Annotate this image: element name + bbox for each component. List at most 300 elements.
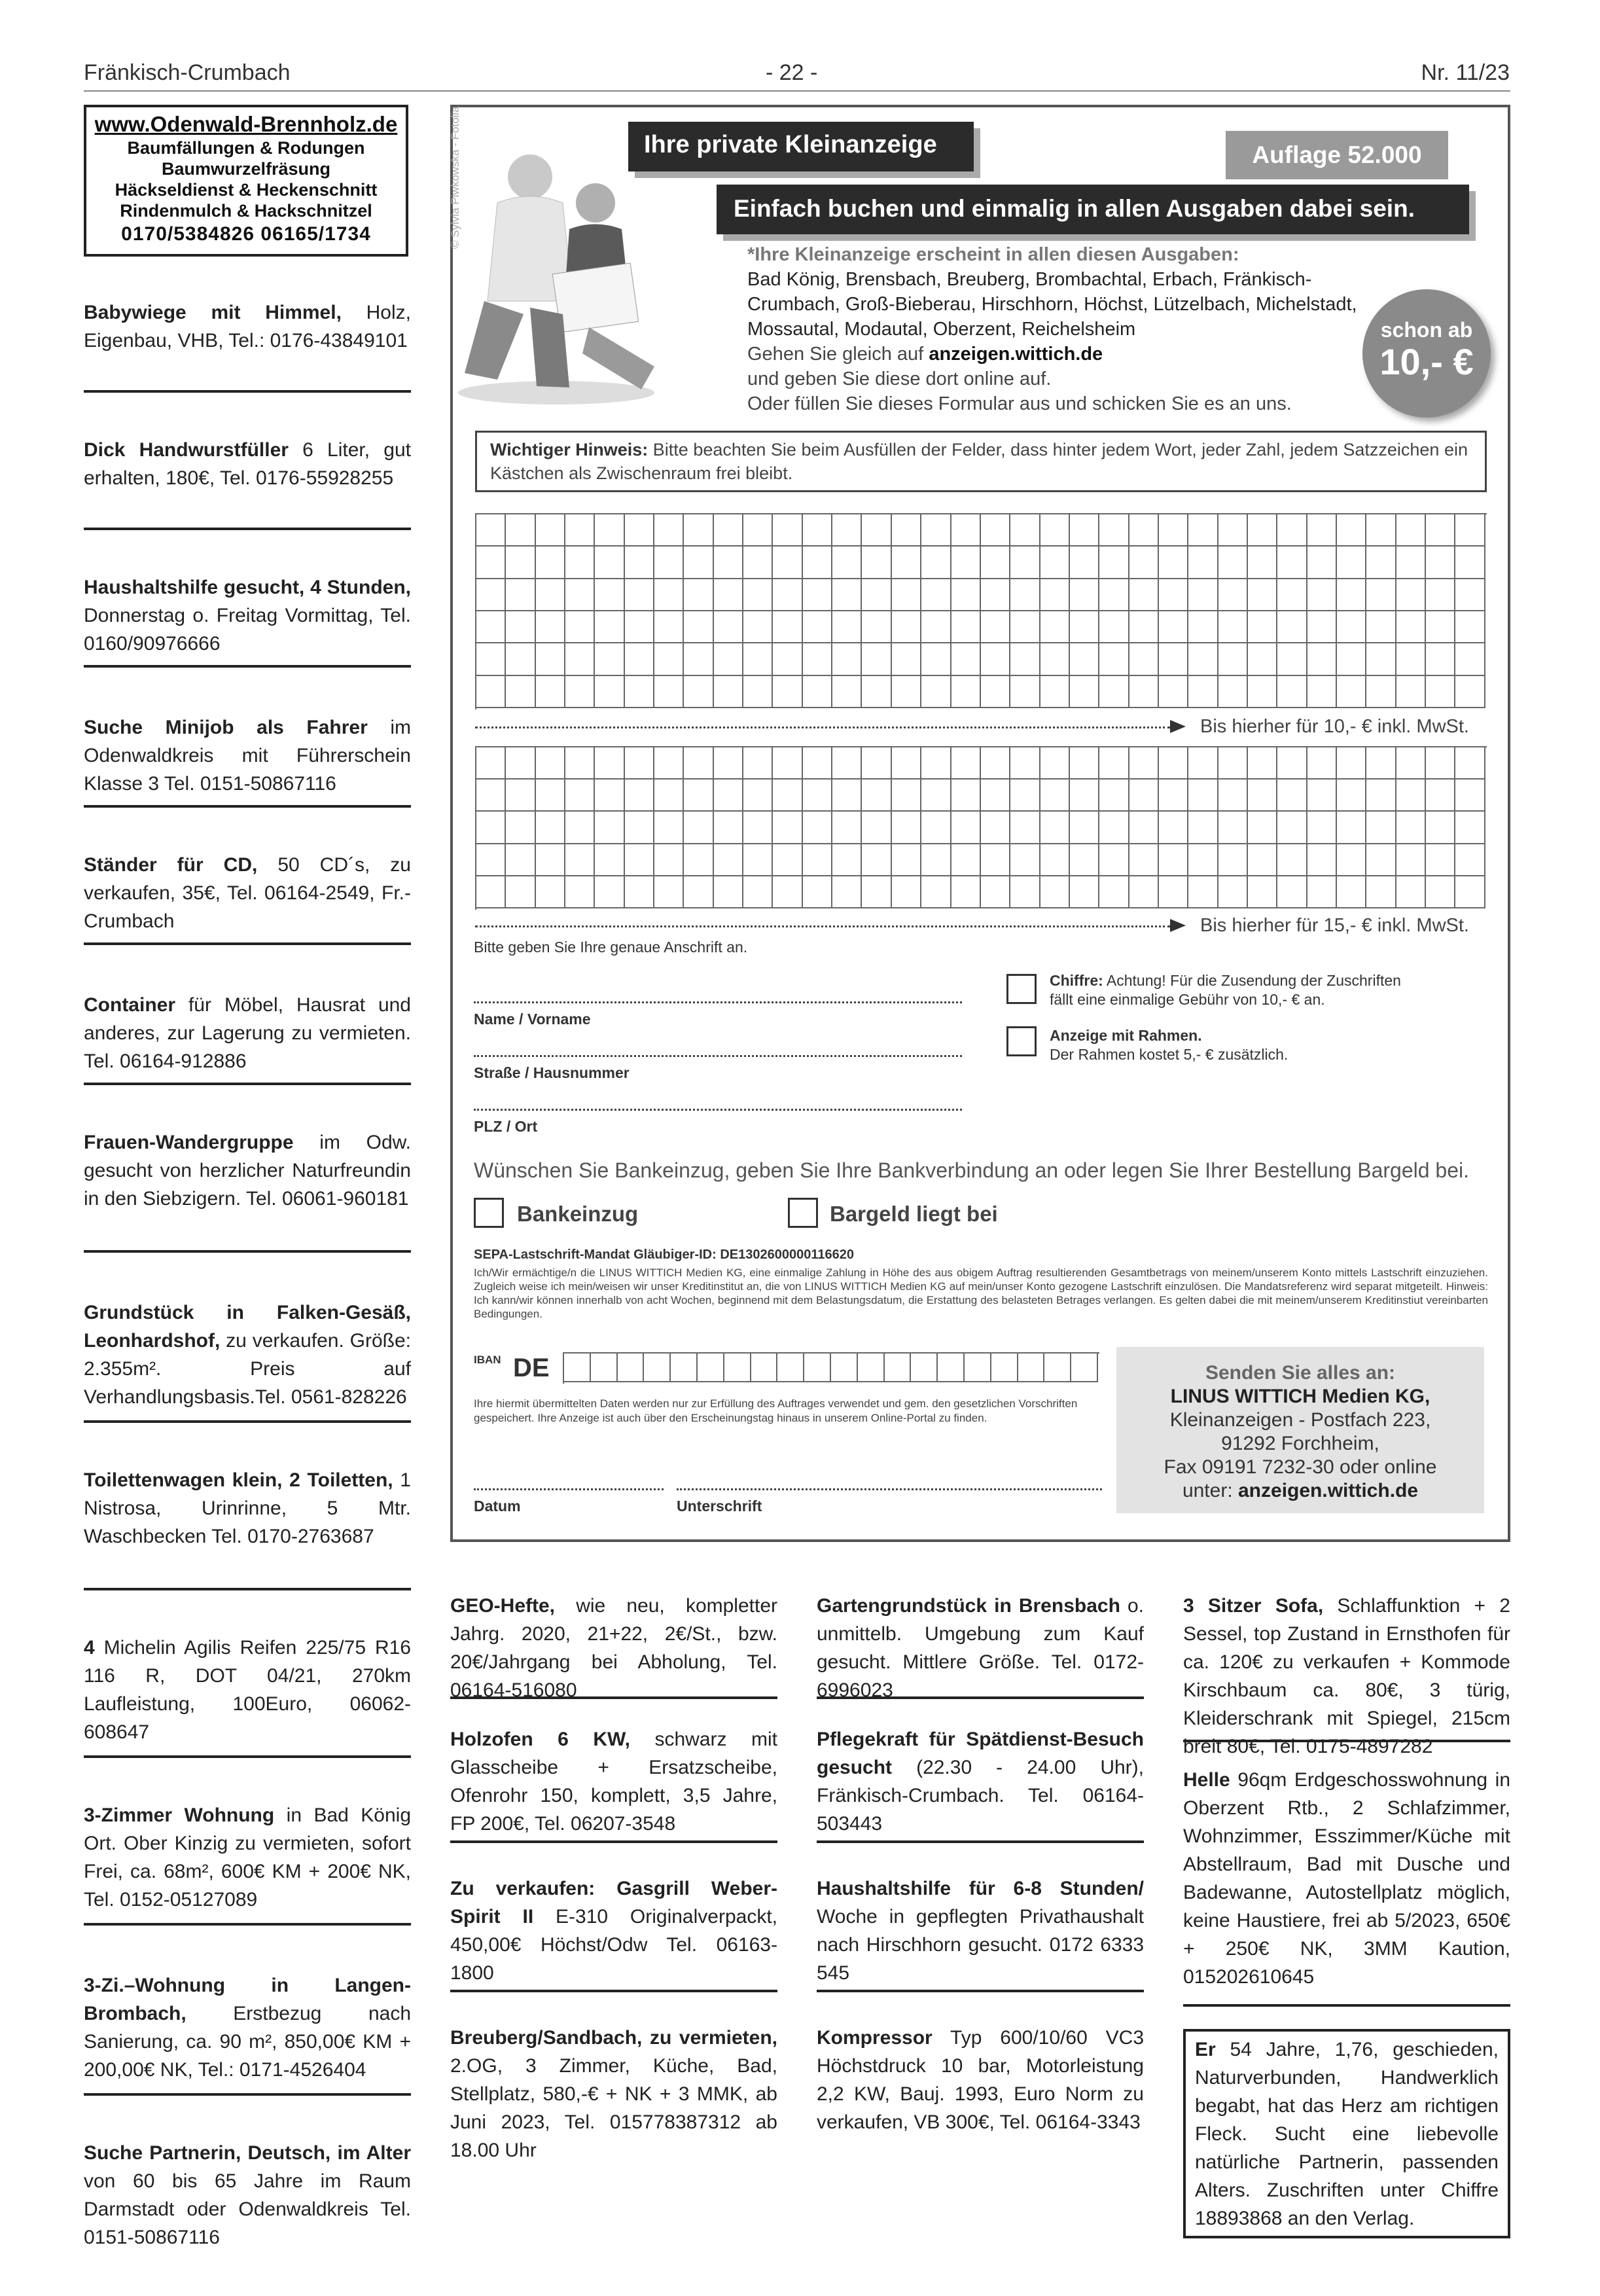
grid-cell[interactable] xyxy=(1188,514,1218,547)
grid-cell[interactable] xyxy=(684,812,713,844)
grid-cell[interactable] xyxy=(1010,876,1040,908)
grid-cell[interactable] xyxy=(565,547,595,579)
grid-cell[interactable] xyxy=(595,676,624,708)
grid-cell[interactable] xyxy=(1040,676,1070,708)
grid-cell[interactable] xyxy=(921,547,951,579)
grid-cell[interactable] xyxy=(671,1354,698,1382)
grid-cell[interactable] xyxy=(684,676,713,708)
grid-cell[interactable] xyxy=(625,611,654,643)
grid-cell[interactable] xyxy=(625,876,654,908)
grid-cell[interactable] xyxy=(654,780,684,812)
grid-cell[interactable] xyxy=(981,844,1010,876)
grid-cell[interactable] xyxy=(832,643,862,675)
grid-cell[interactable] xyxy=(981,876,1010,908)
grid-cell[interactable] xyxy=(1455,547,1485,579)
grid-cell[interactable] xyxy=(921,876,951,908)
grid-cell[interactable] xyxy=(862,747,891,780)
grid-cell[interactable] xyxy=(803,812,832,844)
grid-cell[interactable] xyxy=(1040,514,1070,547)
grid-cell[interactable] xyxy=(1396,876,1426,908)
grid-cell[interactable] xyxy=(951,780,981,812)
grid-cell[interactable] xyxy=(1129,780,1159,812)
grid-cell[interactable] xyxy=(885,1354,912,1382)
grid-cell[interactable] xyxy=(506,780,535,812)
grid-cell[interactable] xyxy=(625,579,654,611)
grid-cell[interactable] xyxy=(536,780,565,812)
grid-cell[interactable] xyxy=(595,547,624,579)
grid-cell[interactable] xyxy=(938,1354,965,1382)
grid-cell[interactable] xyxy=(1188,579,1218,611)
grid-cell[interactable] xyxy=(1010,611,1040,643)
grid-cell[interactable] xyxy=(1396,514,1426,547)
city-input[interactable] xyxy=(474,1109,962,1111)
grid-cell[interactable] xyxy=(1455,514,1485,547)
grid-cell[interactable] xyxy=(743,611,773,643)
grid-cell[interactable] xyxy=(892,747,921,780)
grid-cell[interactable] xyxy=(506,812,535,844)
grid-cell[interactable] xyxy=(1337,579,1366,611)
grid-cell[interactable] xyxy=(1040,780,1070,812)
grid-cell[interactable] xyxy=(1396,579,1426,611)
grid-cell[interactable] xyxy=(1070,844,1099,876)
grid-cell[interactable] xyxy=(595,611,624,643)
grid-cell[interactable] xyxy=(832,844,862,876)
grid-cell[interactable] xyxy=(1010,780,1040,812)
grid-cell[interactable] xyxy=(714,676,743,708)
grid-cell[interactable] xyxy=(565,579,595,611)
grid-cell[interactable] xyxy=(1040,547,1070,579)
grid-cell[interactable] xyxy=(618,1354,645,1382)
grid-cell[interactable] xyxy=(1248,747,1277,780)
grid-cell[interactable] xyxy=(714,611,743,643)
grid-cell[interactable] xyxy=(951,747,981,780)
grid-cell[interactable] xyxy=(751,1354,778,1382)
grid-cell[interactable] xyxy=(1366,643,1396,675)
grid-cell[interactable] xyxy=(951,611,981,643)
grid-cell[interactable] xyxy=(981,643,1010,675)
grid-cell[interactable] xyxy=(921,747,951,780)
grid-cell[interactable] xyxy=(1218,780,1248,812)
grid-cell[interactable] xyxy=(595,844,624,876)
grid-cell[interactable] xyxy=(921,676,951,708)
grid-cell[interactable] xyxy=(595,812,624,844)
grid-cell[interactable] xyxy=(1040,747,1070,780)
grid-cell[interactable] xyxy=(536,514,565,547)
grid-cell[interactable] xyxy=(921,579,951,611)
date-input[interactable] xyxy=(474,1488,664,1490)
grid-cell[interactable] xyxy=(1307,876,1337,908)
grid-cell[interactable] xyxy=(1010,676,1040,708)
grid-cell[interactable] xyxy=(803,844,832,876)
grid-cell[interactable] xyxy=(773,676,802,708)
grid-cell[interactable] xyxy=(684,876,713,908)
grid-cell[interactable] xyxy=(591,1354,618,1382)
grid-cell[interactable] xyxy=(1396,780,1426,812)
grid-cell[interactable] xyxy=(476,611,506,643)
grid-cell[interactable] xyxy=(1070,547,1099,579)
grid-cell[interactable] xyxy=(921,812,951,844)
grid-cell[interactable] xyxy=(981,547,1010,579)
grid-cell[interactable] xyxy=(1099,547,1129,579)
grid-cell[interactable] xyxy=(892,844,921,876)
grid-cell[interactable] xyxy=(832,812,862,844)
grid-cell[interactable] xyxy=(1129,676,1159,708)
grid-cell[interactable] xyxy=(832,514,862,547)
grid-cell[interactable] xyxy=(803,611,832,643)
grid-cell[interactable] xyxy=(595,780,624,812)
grid-cell[interactable] xyxy=(1099,514,1129,547)
grid-cell[interactable] xyxy=(1159,876,1188,908)
grid-cell[interactable] xyxy=(981,780,1010,812)
grid-cell[interactable] xyxy=(1040,611,1070,643)
grid-cell[interactable] xyxy=(1426,876,1455,908)
grid-cell[interactable] xyxy=(832,676,862,708)
grid-cell[interactable] xyxy=(714,514,743,547)
grid-cell[interactable] xyxy=(506,611,535,643)
grid-cell[interactable] xyxy=(1248,876,1277,908)
grid-cell[interactable] xyxy=(743,844,773,876)
grid-cell[interactable] xyxy=(832,547,862,579)
grid-cell[interactable] xyxy=(1396,547,1426,579)
grid-cell[interactable] xyxy=(1070,579,1099,611)
grid-cell[interactable] xyxy=(1010,514,1040,547)
grid-cell[interactable] xyxy=(991,1354,1018,1382)
grid-cell[interactable] xyxy=(1188,547,1218,579)
grid-cell[interactable] xyxy=(832,579,862,611)
grid-cell[interactable] xyxy=(1337,844,1366,876)
grid-cell[interactable] xyxy=(1071,1354,1098,1382)
grid-cell[interactable] xyxy=(921,514,951,547)
chiffre-checkbox[interactable] xyxy=(1006,974,1037,1004)
grid-cell[interactable] xyxy=(1010,547,1040,579)
grid-cell[interactable] xyxy=(1159,780,1188,812)
grid-cell[interactable] xyxy=(506,547,535,579)
grid-cell[interactable] xyxy=(1218,676,1248,708)
grid-cell[interactable] xyxy=(1307,611,1337,643)
grid-cell[interactable] xyxy=(1099,747,1129,780)
grid-cell[interactable] xyxy=(1248,780,1277,812)
grid-cell[interactable] xyxy=(1426,780,1455,812)
grid-cell[interactable] xyxy=(951,643,981,675)
grid-cell[interactable] xyxy=(892,643,921,675)
grid-cell[interactable] xyxy=(862,579,891,611)
grid-cell[interactable] xyxy=(1366,876,1396,908)
grid-cell[interactable] xyxy=(1159,747,1188,780)
grid-cell[interactable] xyxy=(1396,844,1426,876)
grid-cell[interactable] xyxy=(684,747,713,780)
grid-cell[interactable] xyxy=(625,643,654,675)
grid-cell[interactable] xyxy=(773,514,802,547)
grid-cell[interactable] xyxy=(1248,611,1277,643)
grid-cell[interactable] xyxy=(1070,676,1099,708)
grid-cell[interactable] xyxy=(1010,747,1040,780)
grid-cell[interactable] xyxy=(1129,547,1159,579)
grid-cell[interactable] xyxy=(1188,747,1218,780)
grid-cell[interactable] xyxy=(476,579,506,611)
grid-cell[interactable] xyxy=(714,780,743,812)
brennholz-url[interactable]: www.Odenwald-Brennholz.de xyxy=(94,112,398,136)
grid-cell[interactable] xyxy=(1426,643,1455,675)
grid-cell[interactable] xyxy=(832,876,862,908)
grid-cell[interactable] xyxy=(1248,643,1277,675)
grid-cell[interactable] xyxy=(1396,676,1426,708)
grid-cell[interactable] xyxy=(714,844,743,876)
grid-cell[interactable] xyxy=(684,611,713,643)
grid-cell[interactable] xyxy=(625,780,654,812)
grid-cell[interactable] xyxy=(1277,747,1307,780)
grid-cell[interactable] xyxy=(536,643,565,675)
grid-cell[interactable] xyxy=(921,643,951,675)
grid-cell[interactable] xyxy=(714,876,743,908)
grid-cell[interactable] xyxy=(1159,611,1188,643)
grid-cell[interactable] xyxy=(1040,812,1070,844)
grid-cell[interactable] xyxy=(506,514,535,547)
grid-cell[interactable] xyxy=(536,747,565,780)
grid-cell[interactable] xyxy=(1277,676,1307,708)
grid-cell[interactable] xyxy=(1426,611,1455,643)
grid-cell[interactable] xyxy=(714,547,743,579)
grid-cell[interactable] xyxy=(951,579,981,611)
grid-cell[interactable] xyxy=(714,747,743,780)
grid-cell[interactable] xyxy=(921,611,951,643)
grid-cell[interactable] xyxy=(1099,812,1129,844)
grid-cell[interactable] xyxy=(476,514,506,547)
grid-cell[interactable] xyxy=(773,643,802,675)
grid-cell[interactable] xyxy=(965,1354,991,1382)
grid-cell[interactable] xyxy=(773,876,802,908)
grid-cell[interactable] xyxy=(1277,876,1307,908)
grid-cell[interactable] xyxy=(714,643,743,675)
grid-cell[interactable] xyxy=(1277,547,1307,579)
grid-cell[interactable] xyxy=(1218,514,1248,547)
grid-cell[interactable] xyxy=(743,780,773,812)
grid-cell[interactable] xyxy=(654,747,684,780)
grid-cell[interactable] xyxy=(743,676,773,708)
grid-cell[interactable] xyxy=(1070,514,1099,547)
grid-cell[interactable] xyxy=(625,812,654,844)
grid-cell[interactable] xyxy=(1426,676,1455,708)
grid-cell[interactable] xyxy=(536,676,565,708)
grid-cell[interactable] xyxy=(1159,643,1188,675)
grid-cell[interactable] xyxy=(803,547,832,579)
name-input[interactable] xyxy=(474,1001,962,1003)
grid-cell[interactable] xyxy=(1277,780,1307,812)
grid-cell[interactable] xyxy=(1188,812,1218,844)
grid-cell[interactable] xyxy=(684,514,713,547)
grid-cell[interactable] xyxy=(684,780,713,812)
grid-cell[interactable] xyxy=(506,844,535,876)
grid-cell[interactable] xyxy=(1248,514,1277,547)
bankeinzug-checkbox[interactable] xyxy=(474,1198,504,1228)
grid-cell[interactable] xyxy=(773,747,802,780)
grid-cell[interactable] xyxy=(1307,676,1337,708)
grid-cell[interactable] xyxy=(981,579,1010,611)
grid-cell[interactable] xyxy=(684,844,713,876)
grid-cell[interactable] xyxy=(1455,876,1485,908)
bargeld-checkbox[interactable] xyxy=(788,1198,818,1228)
grid-cell[interactable] xyxy=(565,876,595,908)
grid-cell[interactable] xyxy=(684,643,713,675)
grid-cell[interactable] xyxy=(1188,611,1218,643)
grid-cell[interactable] xyxy=(1129,812,1159,844)
grid-cell[interactable] xyxy=(476,547,506,579)
grid-cell[interactable] xyxy=(832,780,862,812)
grid-cell[interactable] xyxy=(1248,844,1277,876)
grid-cell[interactable] xyxy=(1218,812,1248,844)
grid-cell[interactable] xyxy=(743,579,773,611)
grid-cell[interactable] xyxy=(1366,676,1396,708)
grid-cell[interactable] xyxy=(862,780,891,812)
grid-cell[interactable] xyxy=(1070,780,1099,812)
grid-cell[interactable] xyxy=(921,780,951,812)
grid-cell[interactable] xyxy=(1366,514,1396,547)
grid-cell[interactable] xyxy=(564,1354,591,1382)
grid-cell[interactable] xyxy=(1307,547,1337,579)
grid-cell[interactable] xyxy=(858,1354,885,1382)
grid-cell[interactable] xyxy=(625,676,654,708)
grid-cell[interactable] xyxy=(803,514,832,547)
grid-cell[interactable] xyxy=(654,611,684,643)
grid-cell[interactable] xyxy=(654,643,684,675)
grid-cell[interactable] xyxy=(536,876,565,908)
grid-cell[interactable] xyxy=(1307,514,1337,547)
grid-cell[interactable] xyxy=(981,514,1010,547)
grid-cell[interactable] xyxy=(1337,780,1366,812)
grid-cell[interactable] xyxy=(981,747,1010,780)
grid-cell[interactable] xyxy=(476,780,506,812)
grid-cell[interactable] xyxy=(1159,676,1188,708)
grid-cell[interactable] xyxy=(803,780,832,812)
grid-cell[interactable] xyxy=(654,514,684,547)
grid-cell[interactable] xyxy=(892,676,921,708)
grid-cell[interactable] xyxy=(1129,747,1159,780)
grid-cell[interactable] xyxy=(1307,812,1337,844)
grid-cell[interactable] xyxy=(654,676,684,708)
grid-cell[interactable] xyxy=(1455,844,1485,876)
grid-cell[interactable] xyxy=(654,844,684,876)
grid-cell[interactable] xyxy=(862,876,891,908)
grid-cell[interactable] xyxy=(1366,780,1396,812)
grid-cell[interactable] xyxy=(1277,643,1307,675)
grid-cell[interactable] xyxy=(743,876,773,908)
grid-cell[interactable] xyxy=(1366,812,1396,844)
grid-cell[interactable] xyxy=(951,876,981,908)
grid-cell[interactable] xyxy=(684,547,713,579)
grid-cell[interactable] xyxy=(1218,844,1248,876)
grid-cell[interactable] xyxy=(1277,812,1307,844)
grid-cell[interactable] xyxy=(1248,676,1277,708)
grid-cell[interactable] xyxy=(1337,676,1366,708)
grid-cell[interactable] xyxy=(595,579,624,611)
grid-cell[interactable] xyxy=(1337,611,1366,643)
grid-cell[interactable] xyxy=(1129,579,1159,611)
grid-cell[interactable] xyxy=(1188,876,1218,908)
grid-cell[interactable] xyxy=(743,643,773,675)
grid-cell[interactable] xyxy=(654,547,684,579)
grid-cell[interactable] xyxy=(773,812,802,844)
grid-cell[interactable] xyxy=(981,676,1010,708)
grid-cell[interactable] xyxy=(1218,579,1248,611)
grid-cell[interactable] xyxy=(1277,579,1307,611)
grid-cell[interactable] xyxy=(1188,676,1218,708)
grid-cell[interactable] xyxy=(1099,844,1129,876)
grid-cell[interactable] xyxy=(892,780,921,812)
grid-cell[interactable] xyxy=(1455,676,1485,708)
grid-cell[interactable] xyxy=(536,844,565,876)
grid-cell[interactable] xyxy=(1455,747,1485,780)
grid-cell[interactable] xyxy=(1337,876,1366,908)
grid-cell[interactable] xyxy=(1307,579,1337,611)
grid-cell[interactable] xyxy=(565,812,595,844)
grid-cell[interactable] xyxy=(654,812,684,844)
grid-cell[interactable] xyxy=(536,812,565,844)
grid-cell[interactable] xyxy=(1396,643,1426,675)
grid-cell[interactable] xyxy=(773,844,802,876)
frame-checkbox[interactable] xyxy=(1006,1026,1037,1056)
grid-cell[interactable] xyxy=(892,611,921,643)
grid-cell[interactable] xyxy=(1010,812,1040,844)
send-online-link[interactable]: anzeigen.wittich.de xyxy=(1238,1480,1419,1501)
grid-cell[interactable] xyxy=(1455,611,1485,643)
grid-cell[interactable] xyxy=(1159,844,1188,876)
grid-cell[interactable] xyxy=(1337,547,1366,579)
grid-cell[interactable] xyxy=(625,747,654,780)
grid-cell[interactable] xyxy=(1277,844,1307,876)
ad-text-grid-1[interactable] xyxy=(475,513,1487,709)
grid-cell[interactable] xyxy=(1018,1354,1045,1382)
grid-cell[interactable] xyxy=(803,747,832,780)
street-input[interactable] xyxy=(474,1055,962,1057)
grid-cell[interactable] xyxy=(625,547,654,579)
grid-cell[interactable] xyxy=(1129,611,1159,643)
grid-cell[interactable] xyxy=(1218,876,1248,908)
grid-cell[interactable] xyxy=(1366,547,1396,579)
grid-cell[interactable] xyxy=(1426,579,1455,611)
grid-cell[interactable] xyxy=(724,1354,751,1382)
grid-cell[interactable] xyxy=(1040,579,1070,611)
grid-cell[interactable] xyxy=(1396,812,1426,844)
grid-cell[interactable] xyxy=(743,547,773,579)
grid-cell[interactable] xyxy=(1129,844,1159,876)
grid-cell[interactable] xyxy=(1129,876,1159,908)
grid-cell[interactable] xyxy=(831,1354,858,1382)
grid-cell[interactable] xyxy=(644,1354,671,1382)
grid-cell[interactable] xyxy=(1426,844,1455,876)
grid-cell[interactable] xyxy=(536,547,565,579)
grid-cell[interactable] xyxy=(1159,514,1188,547)
grid-cell[interactable] xyxy=(773,579,802,611)
grid-cell[interactable] xyxy=(1455,780,1485,812)
grid-cell[interactable] xyxy=(773,547,802,579)
grid-cell[interactable] xyxy=(773,780,802,812)
grid-cell[interactable] xyxy=(803,676,832,708)
grid-cell[interactable] xyxy=(892,547,921,579)
grid-cell[interactable] xyxy=(1366,611,1396,643)
grid-cell[interactable] xyxy=(951,547,981,579)
grid-cell[interactable] xyxy=(654,579,684,611)
grid-cell[interactable] xyxy=(832,611,862,643)
grid-cell[interactable] xyxy=(862,643,891,675)
grid-cell[interactable] xyxy=(1159,579,1188,611)
grid-cell[interactable] xyxy=(862,547,891,579)
grid-cell[interactable] xyxy=(476,747,506,780)
grid-cell[interactable] xyxy=(595,876,624,908)
grid-cell[interactable] xyxy=(1366,747,1396,780)
grid-cell[interactable] xyxy=(1099,611,1129,643)
grid-cell[interactable] xyxy=(1277,611,1307,643)
grid-cell[interactable] xyxy=(476,812,506,844)
grid-cell[interactable] xyxy=(1337,643,1366,675)
